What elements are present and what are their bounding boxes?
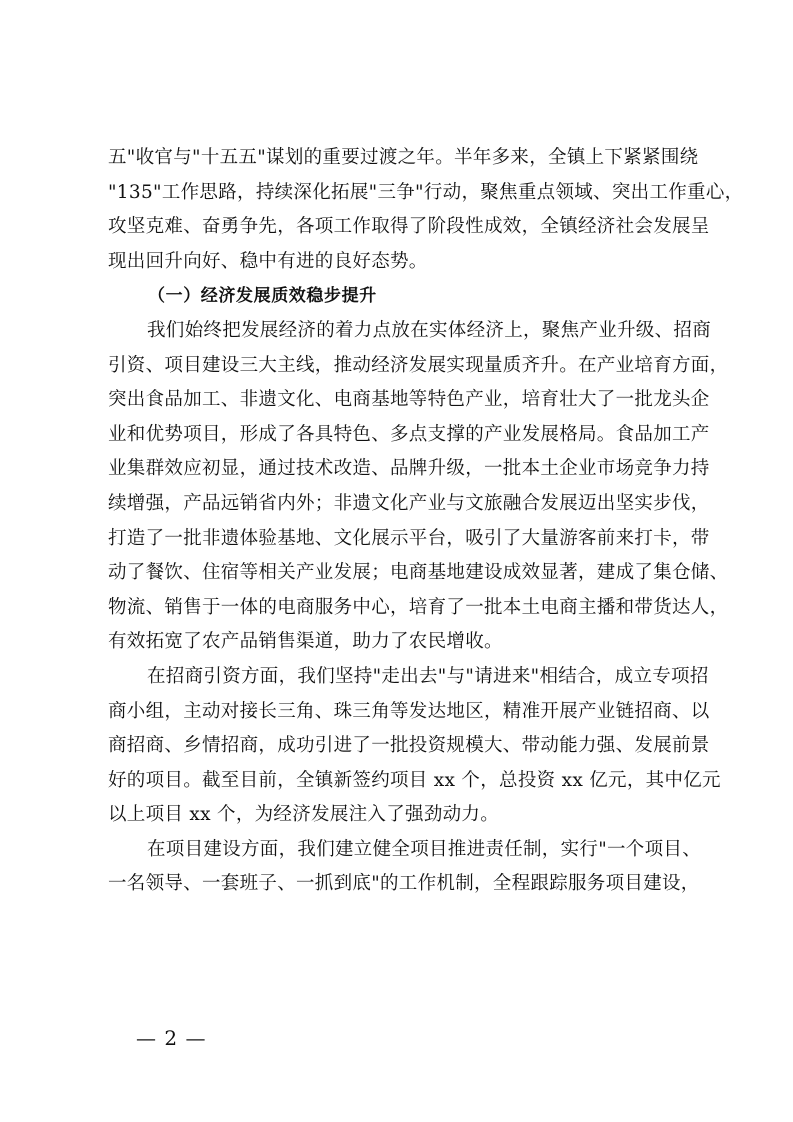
text-line: 一名领导、一套班子、一抓到底"的工作机制，全程跟踪服务项目建设， xyxy=(108,873,700,895)
text-line: 突出食品加工、非遗文化、电商基地等特色产业，培育壮大了一批龙头企 xyxy=(108,389,710,411)
text-line: 好的项目。截至目前，全镇新签约项目 xx 个，总投资 xx 亿元，其中亿元 xyxy=(108,769,721,791)
text-line: 打造了一批非遗体验基地、文化展示平台，吸引了大量游客前来打卡，带 xyxy=(108,527,710,549)
text-line: 在项目建设方面，我们建立健全项目推进责任制，实行"一个项目、 xyxy=(147,838,702,860)
text-line: 动了餐饮、住宿等相关产业发展；电商基地建设成效显著，建成了集仓储、 xyxy=(108,562,729,584)
body-text xyxy=(108,141,744,902)
text-line: 引资、项目建设三大主线，推动经济发展实现量质齐升。在产业培育方面， xyxy=(108,354,729,376)
text-line: 攻坚克难、奋勇争先，各项工作取得了阶段性成效，全镇经济社会发展呈 xyxy=(108,216,710,238)
section-heading: （一）经济发展质效稳步提升 xyxy=(148,286,377,307)
page-number: — 2 — xyxy=(136,1026,207,1050)
text-line: 以上项目 xx 个，为经济发展注入了强劲动力。 xyxy=(108,804,500,826)
text-line: 商小组，主动对接长三角、珠三角等发达地区，精准开展产业链招商、以 xyxy=(108,700,710,722)
text-line: 续增强，产品远销省内外；非遗文化产业与文旅融合发展迈出坚实步伐， xyxy=(108,492,710,514)
text-line: 物流、销售于一体的电商服务中心，培育了一批本土电商主播和带货达人， xyxy=(108,596,729,618)
text-line: 现出回升向好、稳中有进的良好态势。 xyxy=(108,250,428,272)
text-line: 业和优势项目，形成了各具特色、多点支撑的产业发展格局。食品加工产 xyxy=(108,423,710,445)
text-line: 五"收官与"十五五"谋划的重要过渡之年。半年多来，全镇上下紧紧围绕 xyxy=(108,147,699,168)
paragraph-continuation xyxy=(108,141,744,279)
text-line: 有效拓宽了农产品销售渠道，助力了农民增收。 xyxy=(108,631,503,653)
text-line: 我们始终把发展经济的着力点放在实体经济上，聚焦产业升级、招商 xyxy=(147,319,712,341)
text-line: 业集群效应初显，通过技术改造、品牌升级，一批本土企业市场竞争力持 xyxy=(108,458,710,480)
text-line: 商招商、乡情招商，成功引进了一批投资规模大、带动能力强、发展前景 xyxy=(108,735,710,757)
paragraph-projects xyxy=(108,833,702,902)
paragraph-investment xyxy=(108,660,721,833)
text-line: 在招商引资方面，我们坚持"走出去"与"请进来"相结合，成立专项招 xyxy=(147,665,709,687)
paragraph-industry xyxy=(108,314,729,660)
text-line: "135"工作思路，持续深化拓展"三争"行动，聚焦重点领域、突出工作重心， xyxy=(108,181,744,203)
